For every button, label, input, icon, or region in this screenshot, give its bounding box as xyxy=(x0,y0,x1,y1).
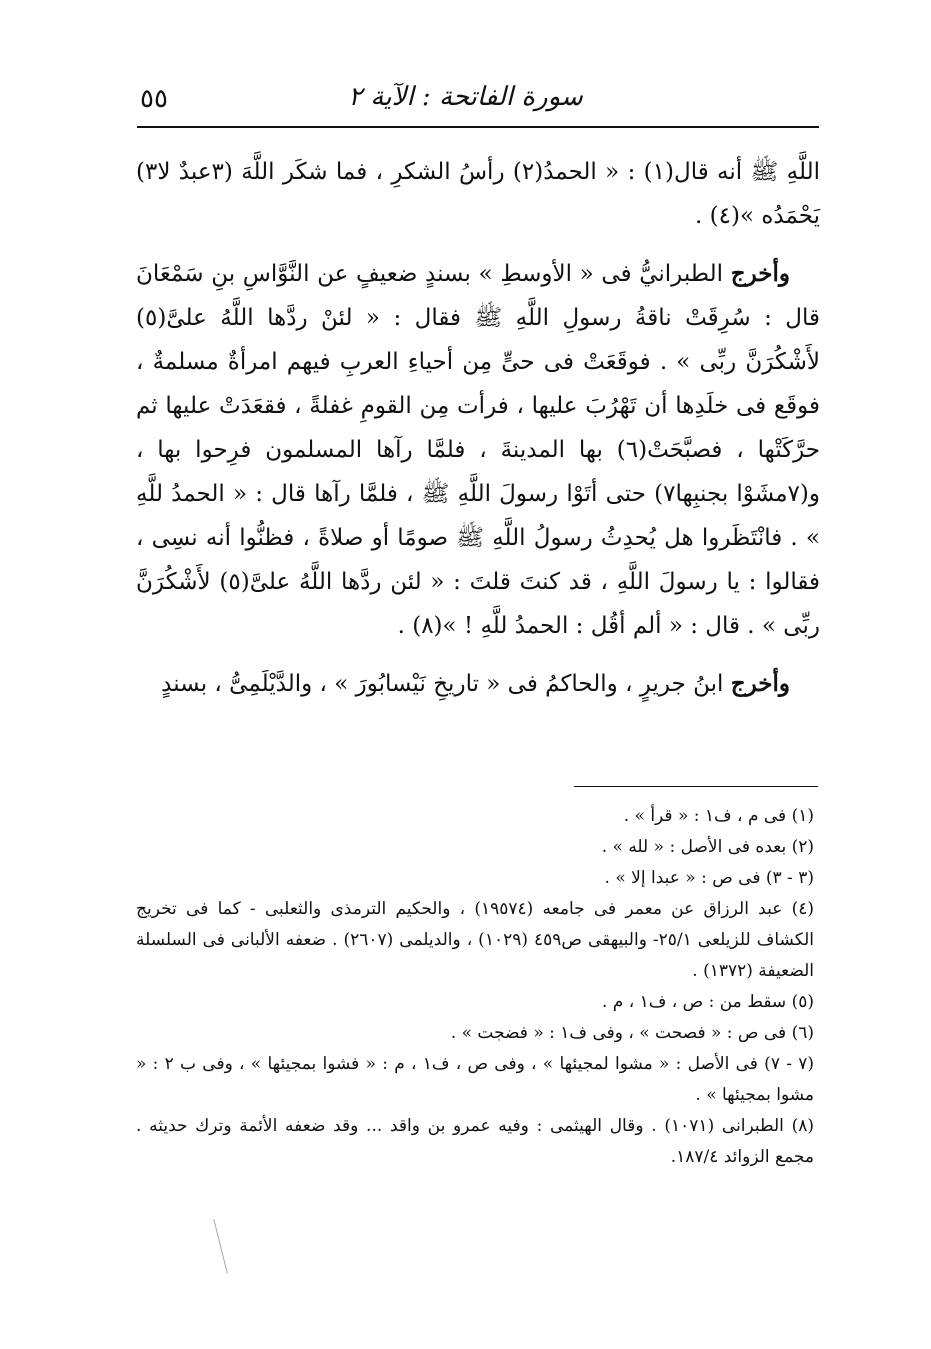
scan-stray-mark xyxy=(213,1218,229,1273)
main-text xyxy=(136,150,820,720)
footnote-8: (٨) الطبرانى (١٠٧١) . وقال الهيثمى : وفيه عمرو بن واقد ... وقد ضعفه الأئمة وترك حديثه . مجمع الزوائد ١٨٧/٤. xyxy=(136,1116,814,1167)
running-header: سورة الفاتحة : الآية ٢ xyxy=(348,82,583,112)
footnote-1: (١) فى م ، ف١ : « قرأ » . xyxy=(623,806,814,826)
page-number: ٥٥ xyxy=(140,84,168,114)
paragraph-2 xyxy=(136,252,820,648)
footnote-separator xyxy=(574,786,818,787)
paragraph-3-text: ابنُ جريرٍ ، والحاكمُ فى « تاريخِ نَيْسابُورَ » ، والدَّيْلَمِىُّ ، بسندٍ xyxy=(161,671,731,697)
paragraph-2-text: الطبرانيُّ فى « الأوسطِ » بسندٍ ضعيفٍ عن النَّوَّاسِ بنِ سَمْعَانَ قال : سُرِقَتْ ناقةُ رسولِ اللَّهِ ﷺ فقال : « لئنْ ردَّها اللَّهُ علىَّ(٥) لأَشْكُرَنَّ ربِّى » . فوقَعَتْ فى حىٍّ مِن أحياءِ العربِ فيهم امرأةٌ مسلمةٌ ، فوقَع فى خلَدِها أن تَهْرُبَ عليها ، فرأت مِن القومِ غفلةً ، فقعَدَتْ عليها ثم حرَّكَتْها ، فصبَّحَتْ(٦) بها المدينةَ ، فلمَّا رآها المسلمون فرِحوا بها ، و(٧مشَوْا بجنبِها٧) حتى أتَوْا رسولَ اللَّهِ ﷺ ، فلمَّا رآها قال : « الحمدُ للَّهِ » . فانْتَظَروا هل يُحدِثُ رسولُ اللَّهِ ﷺ صومًا أو صلاةً ، فظنُّوا أنه نسِى ، فقالوا : يا رسولَ اللَّهِ ، قد كنتَ قلتَ : « لئن ردَّها اللَّهُ علىَّ(٥) لأَشْكُرَنَّ ربِّى » . قال : « ألم أقُل : الحمدُ للَّهِ ! »(٨) . xyxy=(136,261,820,639)
paragraph-2-lead-word: وأخرج xyxy=(730,260,790,287)
footnote-2: (٢) بعده فى الأصل : « لله » . xyxy=(601,837,814,857)
footnote-6: (٦) فى ص : « فصحت » ، وفى ف١ : « فضجت » . xyxy=(450,1023,814,1043)
header-rule xyxy=(137,126,819,128)
footnote-7: (٧ - ٧) فى الأصل : « مشوا لمجيئها » ، وفى ص ، ف١ ، م : « فشوا بمجيئها » ، وفى ب ٢ : « مشوا بمجيئها » . xyxy=(136,1054,814,1105)
footnote-5: (٥) سقط من : ص ، ف١ ، م . xyxy=(601,992,814,1012)
footnotes xyxy=(136,801,820,1173)
paragraph-1: اللَّهِ ﷺ أنه قال(١) : « الحمدُ(٢) رأسُ الشكرِ ، فما شكَر اللَّهَ (٣عبدٌ لا٣) يَحْمَدُه »(٤) . xyxy=(136,159,820,229)
paragraph-3-lead-word: وأخرج xyxy=(730,670,790,697)
footnote-4: (٤) عبد الرزاق عن معمر فى جامعه (١٩٥٧٤) ، والحكيم الترمذى والثعلبى - كما فى تخريج الكشاف للزيلعى ٢٥/١- والبيهقى ص٤٥٩ (١٠٢٩) ، والديلمى (٢٦٠٧) . ضعفه الألبانى فى السلسلة الضعيفة (١٣٧٢) . xyxy=(136,899,814,981)
paragraph-3 xyxy=(136,662,820,706)
footnote-3: (٣ - ٣) فى ص : « عبدا إلا » . xyxy=(604,868,814,888)
